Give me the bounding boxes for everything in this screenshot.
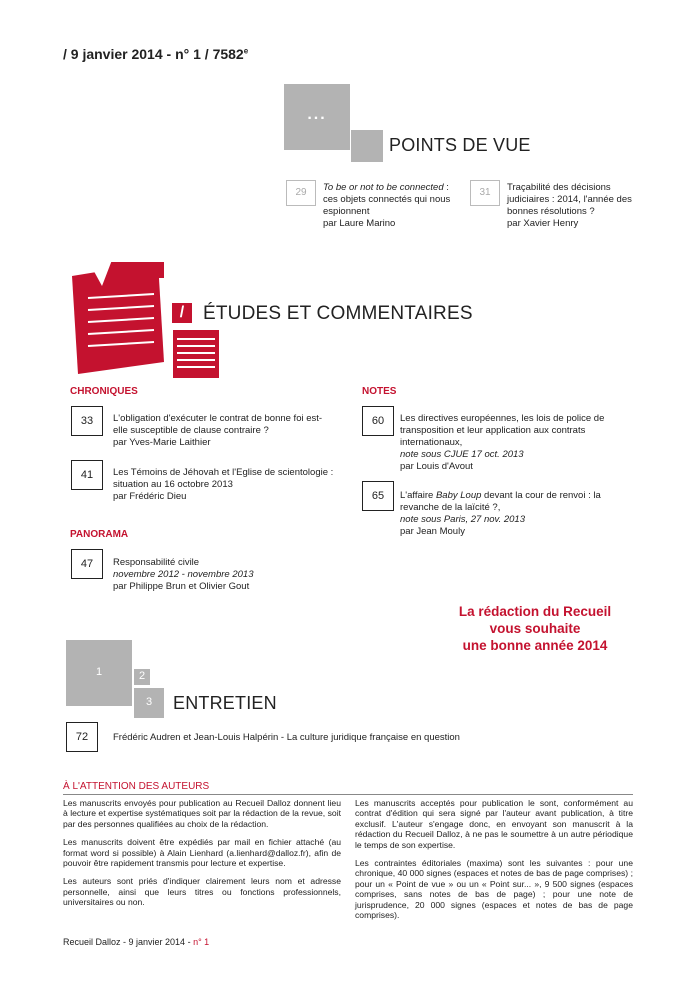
entretien-icon-medium: 3	[134, 688, 164, 718]
page-number-badge[interactable]: 41	[71, 460, 103, 490]
page-number-badge[interactable]: 72	[66, 722, 98, 752]
page-number-badge[interactable]: 33	[71, 406, 103, 436]
entretien-title: ENTRETIEN	[173, 693, 277, 713]
authors-notice-right: Les manuscrits acceptés pour publication le sont, conformément au contrat d'édition qui sera signé par l'auteur avant publication, à titre exclusif. L'auteur s'engage donc, en envoyant son manuscrit à la rédaction du Recueil Dalloz, à ne pas le soumettre à un autre périodique le temps de son expertise. Les contraintes éditoriales (maxima) sont les suivantes : pour une chronique, 40 000 signes (espaces et notes de bas de page comprises) ; pour un « Point de vue » ou un « Point sur... », 9 500 signes (espaces comprises, sans notes de bas de page) ; pour une note de jurisprudence, 20 000 signes (espaces et notes de bas de page comprises).	[355, 798, 633, 921]
page-number-badge[interactable]: 29	[286, 180, 316, 206]
article-entry[interactable]: Les directives européennes, les lois de police de transposition et leur application aux contrats internationaux, note sous CJUE 17 oct. 2013 par Louis d'Avout	[400, 413, 605, 472]
page-number-badge[interactable]: 60	[362, 406, 394, 436]
article-entry[interactable]: Responsabilité civile novembre 2012 - novembre 2013 par Philippe Brun et Olivier Gout	[113, 557, 254, 592]
panorama-label: PANORAMA	[70, 529, 129, 540]
article-entry[interactable]: To be or not to be connected : ces objets connectés qui nous espionnent par Laure Marino	[323, 182, 451, 229]
article-entry[interactable]: L'obligation d'exécuter le contrat de bonne foi est-elle susceptible de clause contraire ? par Yves-Marie Laithier	[113, 413, 323, 448]
authors-notice-left: Les manuscrits envoyés pour publication au Recueil Dalloz donnent lieu à lecture et expertise systématiques soit par la rédaction de la revue, soit par des personnes qualifiées au choix de la rédaction. Les manuscrits doivent être expédiés par mail en fichier attaché (au format word si possible) à Alain Lienhard (a.lienhard@dalloz.fr), afin de pouvoir être rapidement transmis pour lecture et expertise. Les auteurs sont priés d'indiquer clairement leurs nom et adresse personnelle, ainsi que leurs titres ou fonctions professionnels, universitaires ou non.	[63, 798, 341, 908]
new-year-greeting: La rédaction du Recueil vous souhaite une bonne année 2014	[458, 604, 612, 653]
points-de-vue-icon: ...	[284, 84, 350, 150]
article-entry[interactable]: Traçabilité des décisions judiciaires : 2014, l'année des bonnes résolutions ? par Xavier Henry	[507, 182, 632, 229]
etudes-title: ÉTUDES ET COMMENTAIRES	[203, 303, 473, 324]
attention-title: À L'ATTENTION DES AUTEURS	[63, 781, 210, 792]
issue-line: / 9 janvier 2014 - n° 1 / 7582e	[63, 46, 249, 62]
slash-icon: /	[172, 303, 192, 323]
entretien-icon-small: 2	[134, 669, 150, 685]
document-lines-icon	[173, 330, 219, 378]
page-number-badge[interactable]: 31	[470, 180, 500, 206]
notes-label: NOTES	[362, 386, 397, 397]
entretien-icon: 1	[66, 640, 132, 706]
points-de-vue-icon-small	[351, 130, 383, 162]
points-de-vue-title: POINTS DE VUE	[389, 135, 531, 155]
document-stack-icon	[66, 258, 176, 378]
article-entry[interactable]: Frédéric Audren et Jean-Louis Halpérin - La culture juridique française en question	[113, 732, 460, 743]
article-entry[interactable]: L'affaire Baby Loup devant la cour de renvoi : la revanche de la laïcité ?, note sous Paris, 27 nov. 2013 par Jean Mouly	[400, 490, 601, 537]
divider	[63, 794, 633, 795]
chroniques-label: CHRONIQUES	[70, 386, 138, 397]
article-entry[interactable]: Les Témoins de Jéhovah et l'Eglise de scientologie : situation au 16 octobre 2013 par Frédéric Dieu	[113, 467, 334, 502]
page-footer: Recueil Dalloz - 9 janvier 2014 - n° 1	[63, 937, 210, 947]
page-number-badge[interactable]: 47	[71, 549, 103, 579]
page-number-badge[interactable]: 65	[362, 481, 394, 511]
